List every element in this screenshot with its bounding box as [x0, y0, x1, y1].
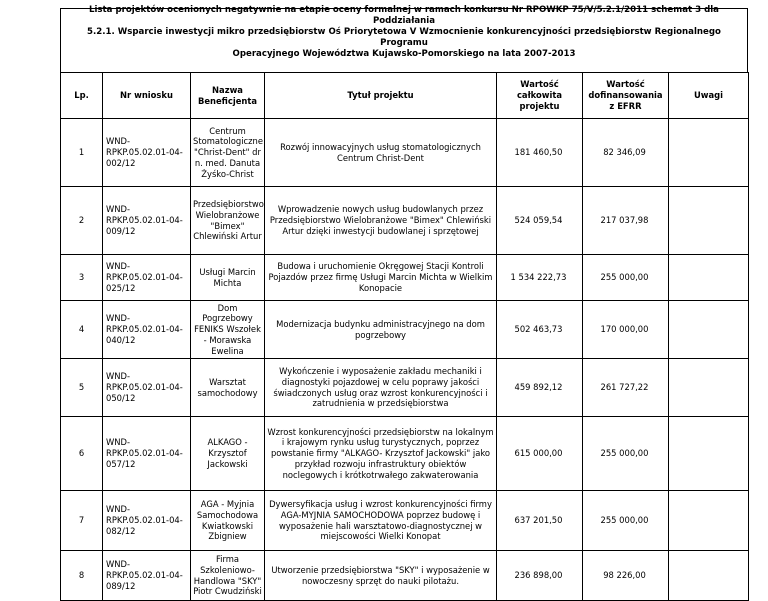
- cell-uwagi: [669, 255, 749, 301]
- cell-beneficjent: ALKAGO - Krzysztof Jackowski: [191, 417, 265, 491]
- cell-wartosc: 181 460,50: [497, 119, 583, 187]
- header-row: [61, 73, 749, 119]
- cell-tytul: Rozwój innowacyjnych usług stomatologicznych Centrum Christ-Dent: [265, 119, 497, 187]
- document-title: [60, 5, 748, 59]
- cell-nr-wniosku: WND-RPKP.05.02.01-04-009/12: [103, 187, 191, 255]
- header-nr-wniosku: Nr wniosku: [103, 73, 191, 119]
- table-row: [61, 255, 749, 301]
- header-uwagi: Uwagi: [669, 73, 749, 119]
- cell-dofinansowanie: 217 037,98: [583, 187, 669, 255]
- cell-beneficjent: Firma Szkoleniowo-Handlowa "SKY" Piotr Cwudziński: [191, 551, 265, 601]
- table-row: [61, 551, 749, 601]
- cell-lp: 3: [61, 255, 103, 301]
- cell-uwagi: [669, 551, 749, 601]
- header-beneficjent: Nazwa Beneficjenta: [191, 73, 265, 119]
- cell-uwagi: [669, 119, 749, 187]
- header-lp: Lp.: [61, 73, 103, 119]
- title-line-2: 5.2.1. Wsparcie inwestycji mikro przedsiębiorstw Oś Priorytetowa V Wzmocnienie konkurencyjności przedsiębiorstw Regionalnego Programu: [87, 27, 721, 48]
- table-row: [61, 359, 749, 417]
- cell-lp: 4: [61, 301, 103, 359]
- cell-nr-wniosku: WND-RPKP.05.02.01-04-002/12: [103, 119, 191, 187]
- cell-lp: 7: [61, 491, 103, 551]
- title-line-3: Operacyjnego Województwa Kujawsko-Pomorskiego na lata 2007-2013: [232, 49, 576, 59]
- cell-wartosc: 524 059,54: [497, 187, 583, 255]
- cell-tytul: Wykończenie i wyposażenie zakładu mechaniki i diagnostyki pojazdowej w celu poprawy jakości świadczonych usług oraz wzrost konkurencyjności i zatrudnienia w przedsiębiorstwa: [265, 359, 497, 417]
- cell-nr-wniosku: WND-RPKP.05.02.01-04-089/12: [103, 551, 191, 601]
- cell-beneficjent: Centrum Stomatologiczne "Christ-Dent" dr n. med. Danuta Żyśko-Christ: [191, 119, 265, 187]
- cell-tytul: Dywersyfikacja usług i wzrost konkurencyjności firmy AGA-MYJNIA SAMOCHODOWA poprzez budowę i wyposażenie hali warsztatowo-diagnostycznej w miejscowości Wielki Konopat: [265, 491, 497, 551]
- cell-lp: 6: [61, 417, 103, 491]
- cell-wartosc: 459 892,12: [497, 359, 583, 417]
- table-row: [61, 119, 749, 187]
- cell-dofinansowanie: 255 000,00: [583, 255, 669, 301]
- cell-uwagi: [669, 417, 749, 491]
- cell-beneficjent: Warsztat samochodowy: [191, 359, 265, 417]
- cell-dofinansowanie: 170 000,00: [583, 301, 669, 359]
- cell-dofinansowanie: 255 000,00: [583, 417, 669, 491]
- cell-lp: 8: [61, 551, 103, 601]
- cell-lp: 1: [61, 119, 103, 187]
- cell-uwagi: [669, 301, 749, 359]
- cell-tytul: Wprowadzenie nowych usług budowlanych przez Przedsiębiorstwo Wielobranżowe "Bimex" Chlewiński Artur dzięki inwestycji budowlanej i sprzętowej: [265, 187, 497, 255]
- header-wartosc: Wartość całkowita projektu: [497, 73, 583, 119]
- cell-tytul: Utworzenie przedsiębiorstwa "SKY" i wyposażenie w nowoczesny sprzęt do nauki pilotażu.: [265, 551, 497, 601]
- table-row: [61, 491, 749, 551]
- table-row: [61, 301, 749, 359]
- cell-nr-wniosku: WND-RPKP.05.02.01-04-050/12: [103, 359, 191, 417]
- cell-dofinansowanie: 98 226,00: [583, 551, 669, 601]
- document-sheet: [60, 5, 748, 601]
- header-tytul: Tytuł projektu: [265, 73, 497, 119]
- cell-uwagi: [669, 359, 749, 417]
- cell-wartosc: 502 463,73: [497, 301, 583, 359]
- cell-dofinansowanie: 261 727,22: [583, 359, 669, 417]
- cell-dofinansowanie: 255 000,00: [583, 491, 669, 551]
- cell-uwagi: [669, 187, 749, 255]
- cell-beneficjent: Przedsiębiorstwo Wielobranżowe "Bimex" Chlewiński Artur: [191, 187, 265, 255]
- header-dofinansowanie: Wartość dofinansowania z EFRR: [583, 73, 669, 119]
- cell-nr-wniosku: WND-RPKP.05.02.01-04-025/12: [103, 255, 191, 301]
- cell-tytul: Modernizacja budynku administracyjnego na dom pogrzebowy: [265, 301, 497, 359]
- cell-uwagi: [669, 491, 749, 551]
- table-row: [61, 187, 749, 255]
- cell-dofinansowanie: 82 346,09: [583, 119, 669, 187]
- table-row: [61, 417, 749, 491]
- cell-nr-wniosku: WND-RPKP.05.02.01-04-057/12: [103, 417, 191, 491]
- cell-lp: 5: [61, 359, 103, 417]
- cell-tytul: Budowa i uruchomienie Okręgowej Stacji Kontroli Pojazdów przez firmę Usługi Marcin Michta w Wielkim Konopacie: [265, 255, 497, 301]
- cell-tytul: Wzrost konkurencyjności przedsiębiorstw na lokalnym i krajowym rynku usług turystycznych, poprzez powstanie firmy "ALKAGO- Krzysztof Jackowski" jako przykład rozwoju infrastruktury obiektów noclegowych i krótkotrwałego zakwaterowania: [265, 417, 497, 491]
- cell-wartosc: 236 898,00: [497, 551, 583, 601]
- cell-beneficjent: AGA - Myjnia Samochodowa Kwiatkowski Zbigniew: [191, 491, 265, 551]
- cell-lp: 2: [61, 187, 103, 255]
- projects-table: [60, 72, 749, 601]
- title-line-1: Lista projektów ocenionych negatywnie na etapie oceny formalnej w ramach konkursu Nr RPOWKP 75/V/5.2.1/2011 schemat 3 dla Poddziałania: [89, 5, 719, 26]
- cell-wartosc: 1 534 222,73: [497, 255, 583, 301]
- cell-beneficjent: Dom Pogrzebowy FENIKS Wszołek - Morawska Ewelina: [191, 301, 265, 359]
- cell-wartosc: 637 201,50: [497, 491, 583, 551]
- cell-nr-wniosku: WND-RPKP.05.02.01-04-040/12: [103, 301, 191, 359]
- cell-beneficjent: Usługi Marcin Michta: [191, 255, 265, 301]
- cell-nr-wniosku: WND-RPKP.05.02.01-04-082/12: [103, 491, 191, 551]
- cell-wartosc: 615 000,00: [497, 417, 583, 491]
